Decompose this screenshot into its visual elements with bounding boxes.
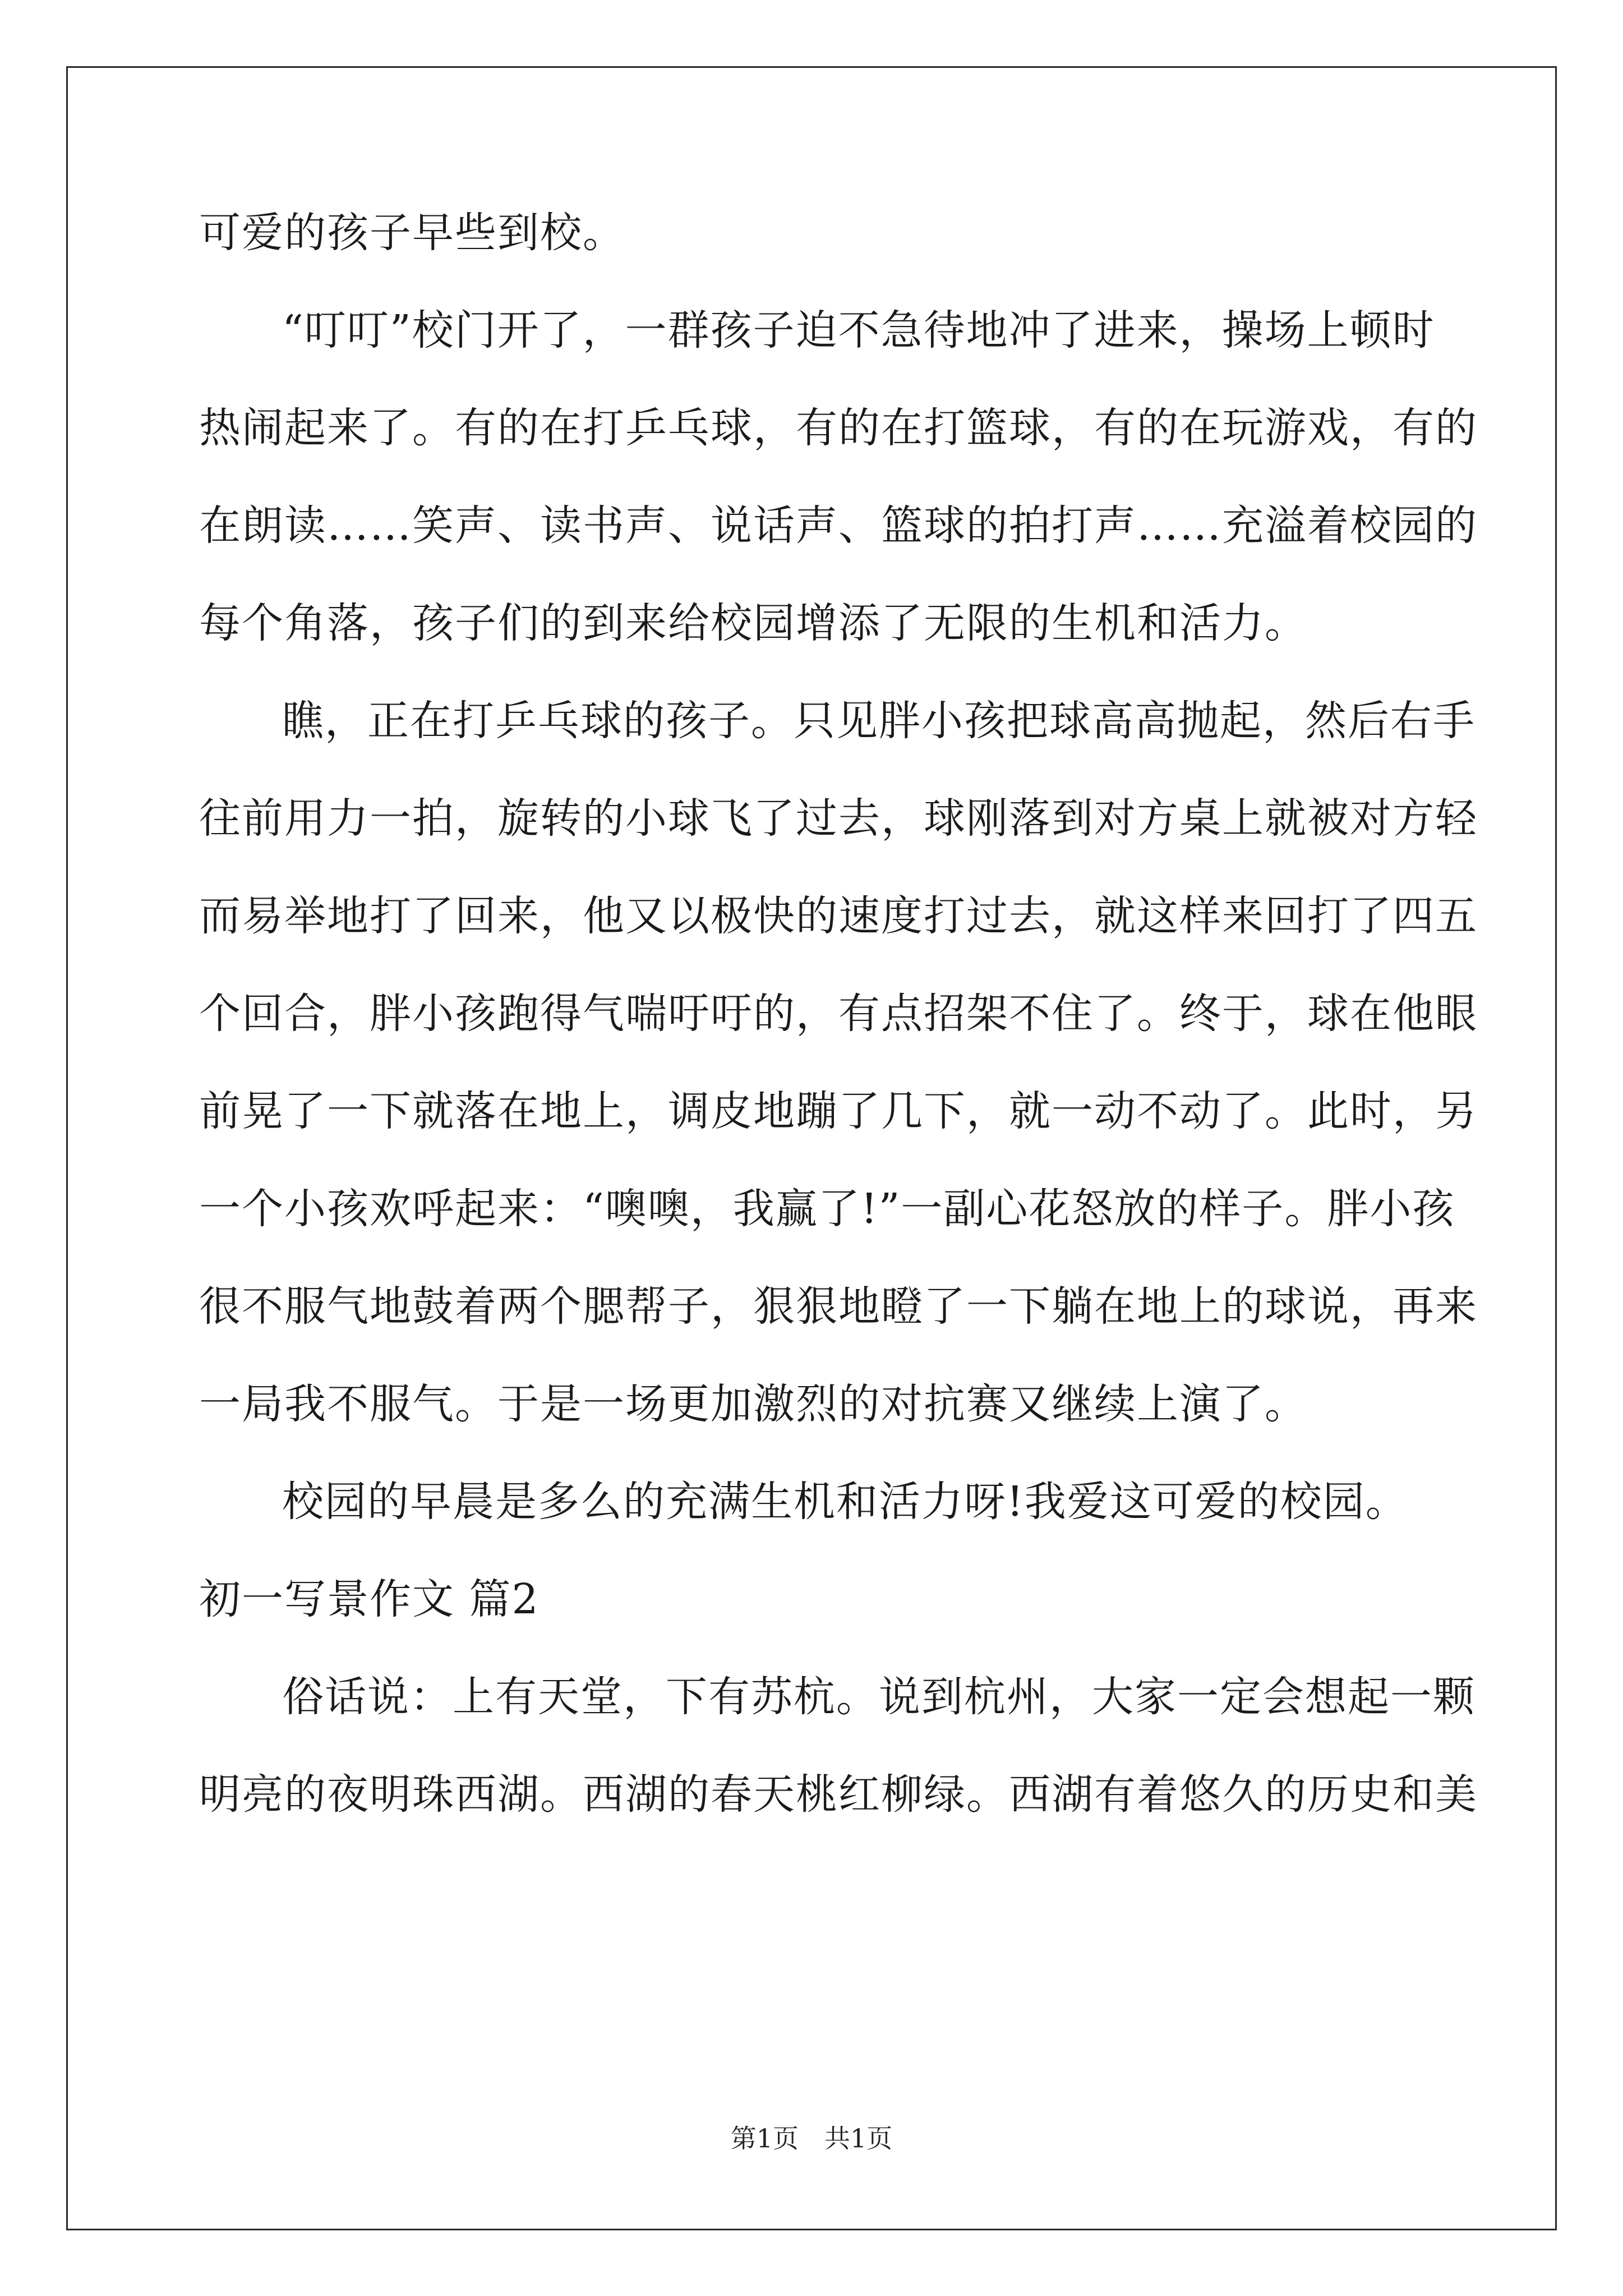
text-line: 每个角落，孩子们的到来给校园增添了无限的生机和活力。 [199,599,1307,647]
page-number-footer: 第1页 共1页 [730,2123,893,2154]
text-line: 校园的早晨是多么的充满生机和活力呀!我爱这可爱的校园。 [282,1478,1408,1526]
text-line: 热闹起来了。有的在打乒乓球，有的在打篮球，有的在玩游戏，有的 [199,404,1478,452]
document-body [199,208,1478,1820]
section-heading: 初一写景作文 篇2 [199,1575,540,1623]
text-line: “叮叮”校门开了，一群孩子迫不急待地冲了进来，操场上顿时 [282,306,1435,355]
text-line: 明亮的夜明珠西湖。西湖的春天桃红柳绿。西湖有着悠久的历史和美 [199,1770,1478,1819]
text-line: 前晃了一下就落在地上，调皮地蹦了几下，就一动不动了。此时，另 [199,1087,1478,1135]
text-line: 在朗读……笑声、读书声、说话声、篮球的拍打声……充溢着校园的 [199,501,1478,550]
text-line: 个回合，胖小孩跑得气喘吁吁的，有点招架不住了。终于，球在他眼 [199,990,1478,1038]
text-line: 瞧，正在打乒乓球的孩子。只见胖小孩把球高高抛起，然后右手 [282,697,1476,745]
text-line: 很不服气地鼓着两个腮帮子，狠狠地瞪了一下躺在地上的球说，再来 [199,1282,1478,1331]
text-line: 而易举地打了回来，他又以极快的速度打过去，就这样来回打了四五 [199,892,1478,940]
text-line: 可爱的孩子早些到校。 [199,209,625,257]
text-line: 往前用力一拍，旋转的小球飞了过去，球刚落到对方桌上就被对方轻 [199,794,1478,843]
text-line: 一个小孩欢呼起来：“噢噢，我赢了!”一副心花怒放的样子。胖小孩 [199,1185,1455,1233]
text-line: 俗话说：上有天堂，下有苏杭。说到杭州，大家一定会想起一颗 [282,1673,1476,1721]
text-line: 一局我不服气。于是一场更加激烈的对抗赛又继续上演了。 [199,1380,1307,1428]
